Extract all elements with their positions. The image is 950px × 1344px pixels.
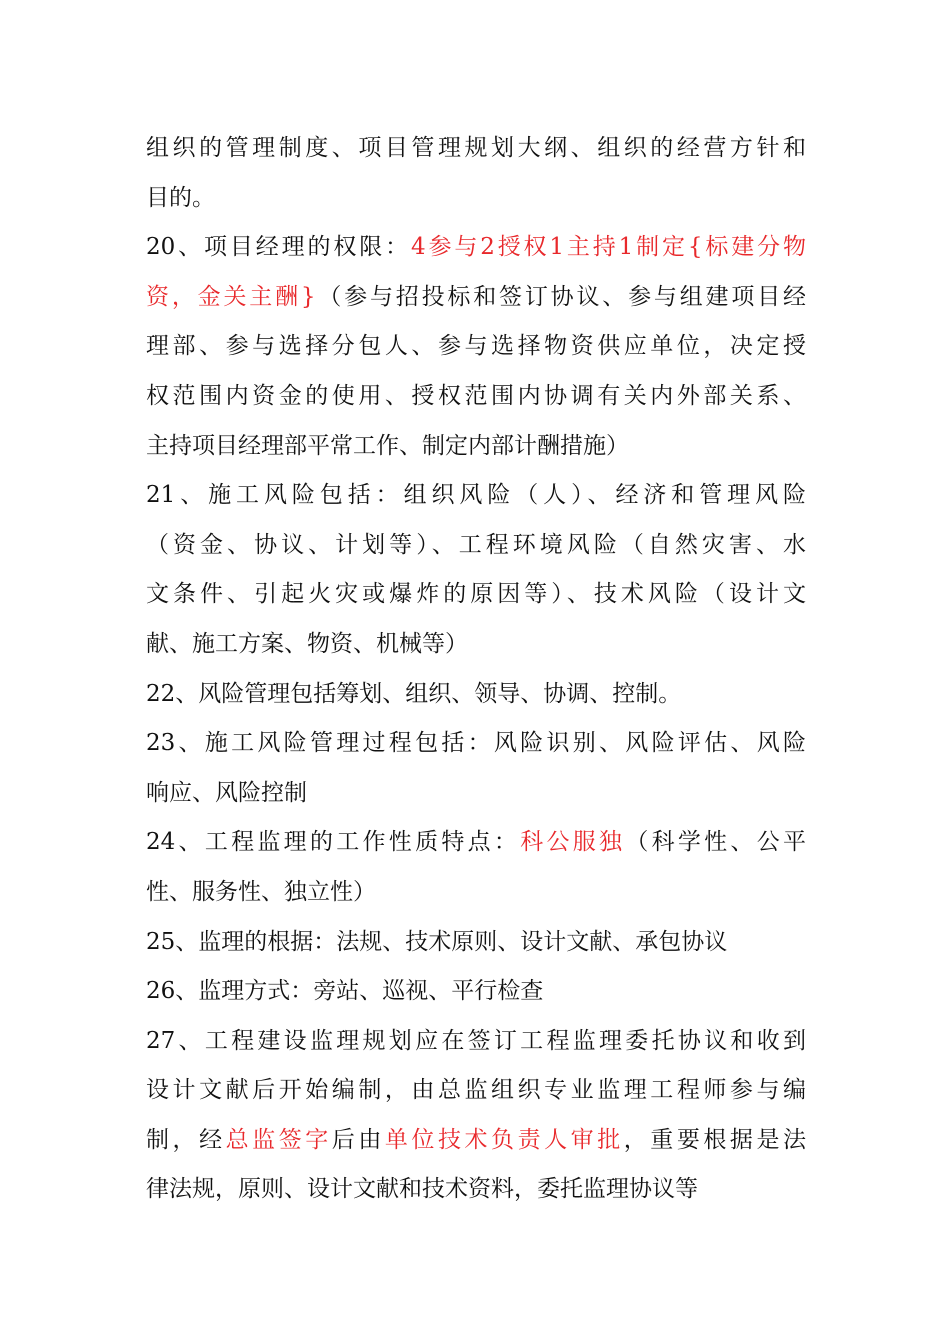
body-text: 权范围内资金的使用、授权范围内协调有关内外部关系、 — [146, 382, 806, 409]
highlighted-text: 4参与2授权1主持1制定{标建分物 — [410, 234, 806, 261]
text-line — [146, 223, 806, 273]
body-text: 26、监理方式：旁站、巡视、平行检查 — [146, 978, 544, 1005]
body-text: 22、风险管理包括筹划、组织、领导、协调、控制。 — [146, 680, 682, 707]
body-text: 20、项目经理的权限： — [146, 234, 411, 261]
text-line — [146, 422, 806, 472]
text-line — [146, 322, 806, 372]
text-line — [146, 769, 806, 819]
body-text: 25、监理的根据：法规、技术原则、设计文献、承包协议 — [146, 928, 728, 955]
text-line — [146, 868, 806, 918]
text-line — [146, 372, 806, 422]
text-line — [146, 719, 806, 769]
body-text: ，重要根据是法 — [623, 1126, 806, 1153]
body-text: 文条件、引起火灾或爆炸的原因等）、技术风险（设计文 — [146, 581, 806, 608]
body-text: （科学性、公平 — [625, 829, 806, 856]
text-line — [146, 174, 806, 224]
body-text: 21、施工风险包括：组织风险（人）、经济和管理风险 — [146, 482, 806, 509]
body-text: （参与招投标和签订协议、参与组建项目经 — [315, 283, 806, 310]
document-body — [146, 124, 806, 1215]
body-text: 响应、风险控制 — [146, 779, 307, 806]
text-line — [146, 124, 806, 174]
highlighted-text: 科公服独 — [520, 829, 626, 856]
body-text: 27、工程建设监理规划应在签订工程监理委托协议和收到 — [146, 1027, 806, 1054]
body-text: （资金、协议、计划等）、工程环境风险（自然灾害、水 — [146, 531, 806, 558]
text-line — [146, 1066, 806, 1116]
text-line — [146, 471, 806, 521]
body-text: 后由 — [331, 1126, 385, 1153]
body-text: 理部、参与选择分包人、参与选择物资供应单位，决定授 — [146, 333, 806, 360]
text-line — [146, 620, 806, 670]
text-line — [146, 570, 806, 620]
text-line — [146, 1017, 806, 1067]
body-text: 组织的管理制度、项目管理规划大纲、组织的经营方针和 — [146, 135, 806, 161]
text-line — [146, 918, 806, 968]
text-line — [146, 1116, 806, 1166]
body-text: 24、工程监理的工作性质特点： — [146, 829, 521, 856]
text-line — [146, 273, 806, 323]
highlighted-text: 单位技术负责人审批 — [384, 1126, 624, 1153]
text-line — [146, 521, 806, 571]
text-line — [146, 967, 806, 1017]
text-line — [146, 818, 806, 868]
body-text: 主持项目经理部平常工作、制定内部计酬措施） — [146, 432, 629, 459]
body-text: 制，经 — [146, 1126, 226, 1153]
highlighted-text: 总监签字 — [225, 1126, 332, 1153]
body-text: 律法规，原则、设计文献和技术资料，委托监理协议等 — [146, 1176, 698, 1203]
body-text: 性、服务性、独立性） — [146, 878, 376, 905]
body-text: 目的。 — [146, 184, 215, 211]
body-text: 设计文献后开始编制，由总监组织专业监理工程师参与编 — [146, 1077, 806, 1104]
text-line — [146, 670, 806, 720]
body-text: 23、施工风险管理过程包括：风险识别、风险评估、风险 — [146, 730, 806, 757]
highlighted-text: 资，金关主酬} — [146, 283, 316, 310]
body-text: 献、施工方案、物资、机械等） — [146, 630, 468, 657]
text-line — [146, 1165, 806, 1215]
